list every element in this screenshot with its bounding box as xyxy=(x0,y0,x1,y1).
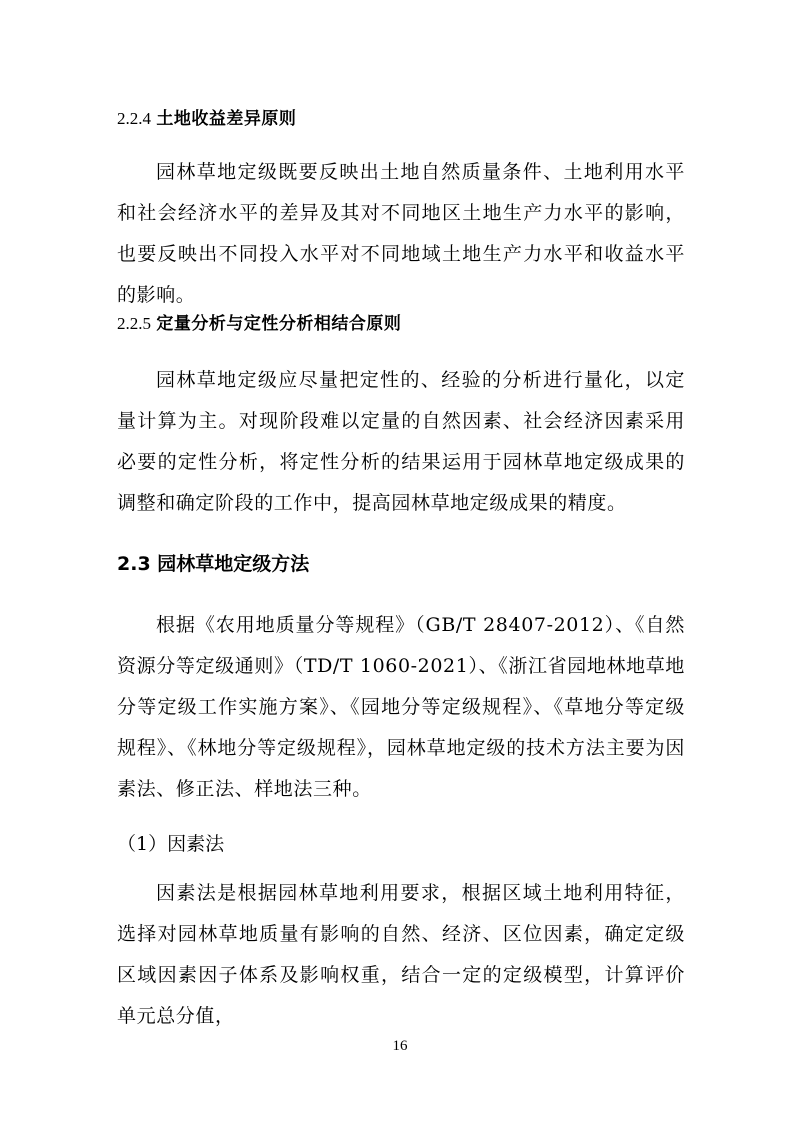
method-label-factor: （1）因素法 xyxy=(117,833,225,855)
section-number: 2.2.5 xyxy=(117,314,151,333)
section-heading-2-3: 2.3 园林草地定级方法 xyxy=(117,553,310,575)
section-heading-2-2-5 xyxy=(117,312,401,336)
section-title: 土地收益差异原则 xyxy=(156,109,297,129)
paragraph-factor-method: 因素法是根据园林草地利用要求，根据区域土地利用特征，选择对园林草地质量有影响的自然、经济、区位因素，确定定级区域因素因子体系及影响权重，结合一定的定级模型，计算评价单元总分值， xyxy=(117,882,685,1027)
section-heading-2-2-4 xyxy=(117,107,296,131)
paragraph-grading-methods: 根据《农用地质量分等规程》（GB/T 28407-2012）、《自然资源分等定级通则》（TD/T 1060-2021）、《浙江省园地林地草地分等定级工作实施方案》、《园地分等定级规程》、《草地分等定级规程》、《林地分等定级规程》，园林草地定级的技术方法主要为因素法、修正法、样地法三种。 xyxy=(117,614,685,800)
section-number: 2.2.4 xyxy=(117,109,151,128)
paragraph-income-difference: 园林草地定级既要反映出土地自然质量条件、土地利用水平和社会经济水平的差异及其对不同地区土地生产力水平的影响，也要反映出不同投入水平对不同地域土地生产力水平和收益水平的影响。 xyxy=(117,161,685,306)
page-number: 16 xyxy=(392,1038,408,1054)
section-title: 定量分析与定性分析相结合原则 xyxy=(156,314,402,334)
paragraph-quantitative-qualitative: 园林草地定级应尽量把定性的、经验的分析进行量化，以定量计算为主。对现阶段难以定量的自然因素、社会经济因素采用必要的定性分析，将定性分析的结果运用于园林草地定级成果的调整和确定阶段的工作中，提高园林草地定级成果的精度。 xyxy=(117,369,685,514)
